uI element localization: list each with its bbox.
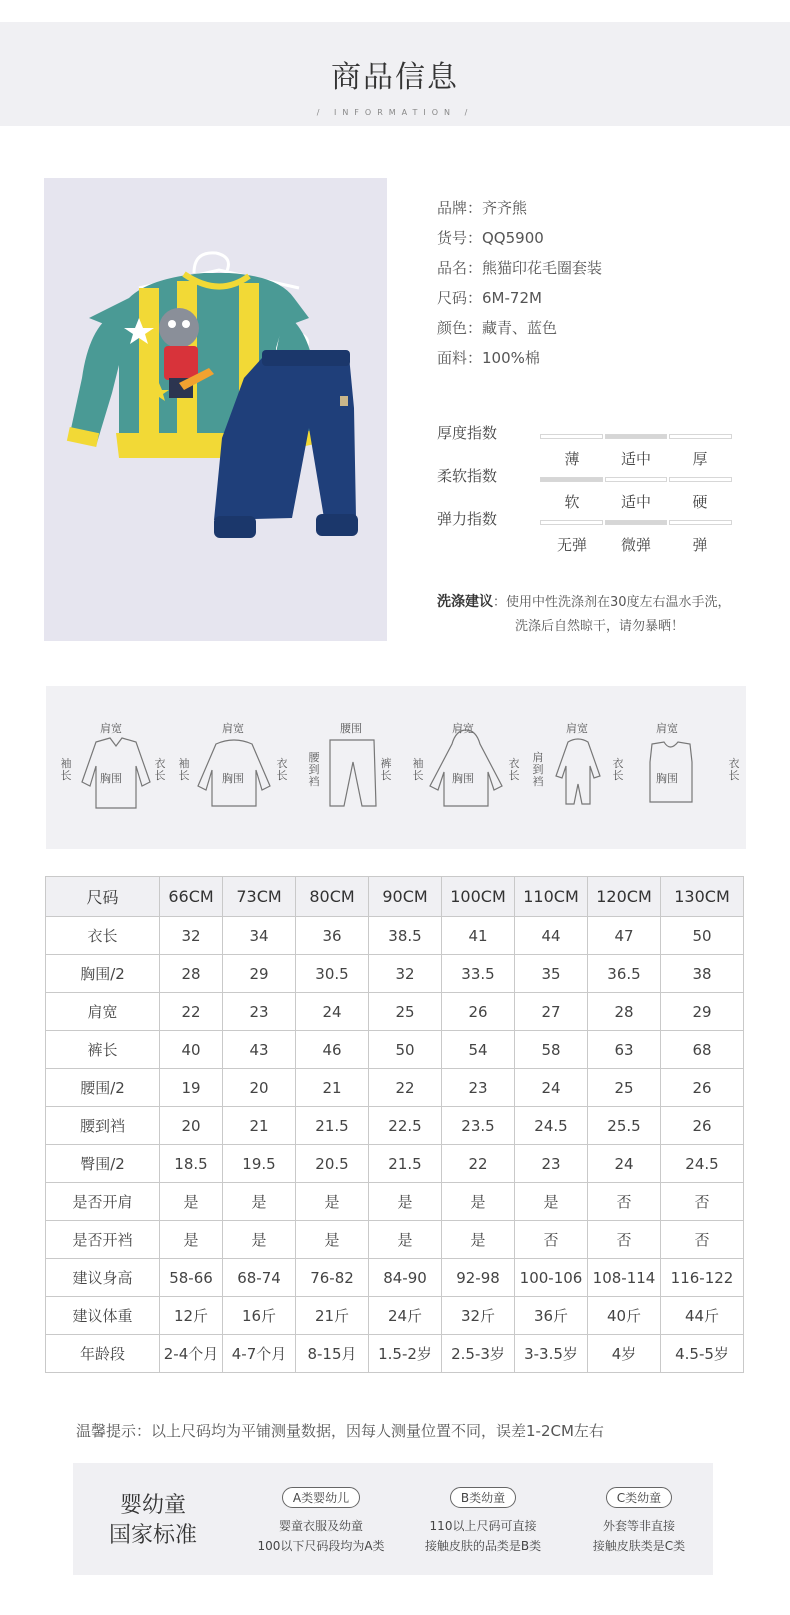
table-cell: 是: [369, 1183, 442, 1221]
table-cell: 22: [160, 993, 223, 1031]
diagram-left-label: 肩到裆: [532, 751, 544, 788]
table-cell: 4.5-5岁: [661, 1335, 744, 1373]
table-row: [46, 1259, 744, 1297]
table-cell: 28: [160, 955, 223, 993]
table-cell: 24: [588, 1145, 661, 1183]
row-label: 衣长: [46, 917, 160, 955]
diagram-pants: [298, 686, 408, 849]
class-desc-line1: 外套等非直接: [602, 1519, 675, 1533]
scale-option: 弹: [692, 536, 708, 554]
diagram-right-label: 衣长: [276, 757, 288, 782]
table-cell: 100CM: [442, 877, 515, 917]
table-cell: 58-66: [160, 1259, 223, 1297]
scale-segment-selected: [605, 520, 668, 525]
diagram-left-label: 袖长: [60, 757, 72, 782]
table-cell: 63: [588, 1031, 661, 1069]
table-cell: 24.5: [661, 1145, 744, 1183]
diagram-left-label: 腰到裆: [308, 751, 320, 788]
standard-class-b: [403, 1487, 563, 1556]
table-cell: 23: [223, 993, 296, 1031]
diagram-top-label: 肩宽: [656, 722, 678, 735]
diagram-left-label: 袖长: [412, 757, 424, 782]
table-cell: 25: [369, 993, 442, 1031]
wash-label: 洗涤建议: [437, 594, 493, 610]
row-label: 裤长: [46, 1031, 160, 1069]
standard-class-a: [241, 1487, 401, 1556]
table-row: [46, 1297, 744, 1335]
table-cell: 66CM: [160, 877, 223, 917]
romper-icon: [528, 686, 638, 849]
table-cell: 否: [661, 1221, 744, 1259]
table-cell: 54: [442, 1031, 515, 1069]
table-cell: 36斤: [515, 1297, 588, 1335]
wash-advice: [437, 590, 767, 639]
table-cell: 是: [223, 1221, 296, 1259]
table-cell: 否: [588, 1183, 661, 1221]
diagram-center-label: 胸围: [222, 772, 244, 785]
class-badge: A类婴幼儿: [282, 1487, 360, 1508]
wash-line2: 洗涤后自然晾干，请勿暴晒！: [515, 619, 685, 634]
measurement-diagrams: [46, 686, 746, 849]
diagram-shirt: [58, 686, 168, 849]
standards-title-line1: 婴幼童: [119, 1493, 186, 1518]
scale-label: 柔软指数: [437, 467, 498, 485]
table-cell: 26: [442, 993, 515, 1031]
table-cell: 116-122: [661, 1259, 744, 1297]
section-subtitle: / INFORMATION /: [316, 108, 474, 117]
row-label: 腰围/2: [46, 1069, 160, 1107]
table-cell: 4-7个月: [223, 1335, 296, 1373]
row-label: 臀围/2: [46, 1145, 160, 1183]
table-cell: 41: [442, 917, 515, 955]
standards-box: [73, 1463, 713, 1575]
table-cell: 是: [442, 1221, 515, 1259]
scale-bar: [540, 434, 732, 440]
table-cell: 76-82: [296, 1259, 369, 1297]
scale-segment-selected: [540, 477, 603, 482]
table-cell: 是: [296, 1183, 369, 1221]
table-cell: 18.5: [160, 1145, 223, 1183]
scale-segment: [669, 520, 732, 525]
diagram-left-label: 袖长: [178, 757, 190, 782]
table-cell: 90CM: [369, 877, 442, 917]
shirt-icon: [58, 686, 168, 849]
diagram-romper: [528, 686, 638, 849]
table-cell: 19.5: [223, 1145, 296, 1183]
table-cell: 84-90: [369, 1259, 442, 1297]
table-cell: 32: [160, 917, 223, 955]
diagram-right-label: 衣长: [728, 757, 740, 782]
diagram-top-label: 肩宽: [100, 722, 122, 735]
table-cell: 是: [223, 1183, 296, 1221]
table-cell: 29: [661, 993, 744, 1031]
table-row: [46, 1221, 744, 1259]
scale-label: 厚度指数: [437, 424, 498, 442]
table-cell: 24斤: [369, 1297, 442, 1335]
row-label: 年龄段: [46, 1335, 160, 1373]
scale-options: [540, 534, 732, 555]
row-label: 建议身高: [46, 1259, 160, 1297]
table-cell: 25: [588, 1069, 661, 1107]
table-cell: 40斤: [588, 1297, 661, 1335]
diagram-center-label: 胸围: [656, 772, 678, 785]
table-cell: 24: [515, 1069, 588, 1107]
softness-scale: [437, 465, 757, 511]
scale-option: 厚: [692, 450, 708, 468]
row-label: 尺码: [46, 877, 160, 917]
table-cell: 120CM: [588, 877, 661, 917]
table-cell: 2-4个月: [160, 1335, 223, 1373]
class-desc-line2: 接触皮肤类是C类: [592, 1539, 686, 1553]
table-header-row: [46, 877, 744, 917]
table-cell: 23: [515, 1145, 588, 1183]
table-cell: 46: [296, 1031, 369, 1069]
info-sku: 货号：QQ5900: [437, 229, 544, 247]
table-cell: 22: [369, 1069, 442, 1107]
section-header: [0, 22, 790, 126]
table-row: [46, 1145, 744, 1183]
table-cell: 16斤: [223, 1297, 296, 1335]
table-cell: 50: [661, 917, 744, 955]
scale-option: 硬: [692, 493, 708, 511]
diagram-hoodie: [408, 686, 526, 849]
table-cell: 58: [515, 1031, 588, 1069]
scale-bar: [540, 520, 732, 526]
table-cell: 43: [223, 1031, 296, 1069]
table-cell: 否: [588, 1221, 661, 1259]
diagram-right-label: 衣长: [612, 757, 624, 782]
table-cell: 21: [223, 1107, 296, 1145]
standards-title: [103, 1491, 203, 1551]
info-color: 颜色：藏青、蓝色: [437, 319, 558, 337]
table-cell: 38: [661, 955, 744, 993]
table-cell: 是: [160, 1221, 223, 1259]
table-cell: 47: [588, 917, 661, 955]
scale-segment: [669, 477, 732, 482]
row-label: 腰到裆: [46, 1107, 160, 1145]
section-title: 商品信息: [331, 60, 459, 95]
diagram-right-label: 衣长: [154, 757, 166, 782]
table-row: [46, 1335, 744, 1373]
table-cell: 110CM: [515, 877, 588, 917]
table-cell: 33.5: [442, 955, 515, 993]
table-cell: 108-114: [588, 1259, 661, 1297]
table-cell: 100-106: [515, 1259, 588, 1297]
table-cell: 44: [515, 917, 588, 955]
table-cell: 21.5: [369, 1145, 442, 1183]
class-desc-line2: 100以下尺码段均为A类: [257, 1539, 385, 1553]
class-badge: B类幼童: [450, 1487, 516, 1508]
table-cell: 68: [661, 1031, 744, 1069]
table-cell: 80CM: [296, 877, 369, 917]
table-cell: 23: [442, 1069, 515, 1107]
table-cell: 28: [588, 993, 661, 1031]
table-cell: 12斤: [160, 1297, 223, 1335]
table-cell: 是: [296, 1221, 369, 1259]
index-scales: [437, 422, 757, 554]
diagram-top-label: 肩宽: [566, 722, 588, 735]
thickness-scale: [437, 422, 757, 468]
table-row: [46, 1069, 744, 1107]
scale-option: 薄: [564, 450, 580, 468]
diagram-center-label: 胸围: [452, 772, 474, 785]
table-cell: 2.5-3岁: [442, 1335, 515, 1373]
diagram-right-label: 衣长: [508, 757, 520, 782]
table-row: [46, 955, 744, 993]
diagram-sweater: [176, 686, 291, 849]
table-cell: 1.5-2岁: [369, 1335, 442, 1373]
scale-option: 软: [564, 493, 580, 511]
diagram-top-label: 肩宽: [452, 722, 474, 735]
table-cell: 130CM: [661, 877, 744, 917]
table-cell: 20.5: [296, 1145, 369, 1183]
table-cell: 是: [442, 1183, 515, 1221]
row-label: 是否开肩: [46, 1183, 160, 1221]
table-cell: 8-15月: [296, 1335, 369, 1373]
table-cell: 92-98: [442, 1259, 515, 1297]
table-cell: 32斤: [442, 1297, 515, 1335]
table-cell: 20: [223, 1069, 296, 1107]
info-brand: 品牌：齐齐熊: [437, 199, 528, 217]
table-cell: 34: [223, 917, 296, 955]
scale-segment: [540, 520, 603, 525]
table-cell: 24: [296, 993, 369, 1031]
table-cell: 36.5: [588, 955, 661, 993]
product-photo: [44, 178, 387, 641]
table-cell: 38.5: [369, 917, 442, 955]
table-cell: 50: [369, 1031, 442, 1069]
table-cell: 是: [160, 1183, 223, 1221]
pants-icon: [298, 686, 408, 849]
table-cell: 21斤: [296, 1297, 369, 1335]
row-label: 是否开裆: [46, 1221, 160, 1259]
table-cell: 24.5: [515, 1107, 588, 1145]
scale-segment: [605, 477, 668, 482]
standard-class-c: [559, 1487, 719, 1556]
table-cell: 25.5: [588, 1107, 661, 1145]
diagram-center-label: 胸围: [100, 772, 122, 785]
table-cell: 26: [661, 1107, 744, 1145]
scale-segment: [540, 434, 603, 439]
diagram-top-label: 肩宽: [222, 722, 244, 735]
table-cell: 3-3.5岁: [515, 1335, 588, 1373]
table-cell: 21: [296, 1069, 369, 1107]
class-badge: C类幼童: [606, 1487, 672, 1508]
scale-option: 微弹: [620, 536, 651, 554]
row-label: 建议体重: [46, 1297, 160, 1335]
diagram-top-label: 腰围: [340, 722, 362, 735]
class-desc-line1: 婴童衣服及幼童: [278, 1519, 363, 1533]
scale-option: 适中: [620, 493, 651, 511]
table-cell: 73CM: [223, 877, 296, 917]
info-size: 尺码：6M-72M: [437, 289, 542, 307]
table-cell: 否: [515, 1221, 588, 1259]
elasticity-scale: [437, 508, 757, 554]
table-cell: 23.5: [442, 1107, 515, 1145]
scale-label: 弹力指数: [437, 510, 498, 528]
table-row: [46, 1183, 744, 1221]
table-cell: 否: [661, 1183, 744, 1221]
scale-bar: [540, 477, 732, 483]
wash-line1: ：使用中性洗涤剂在30度左右温水手洗，: [493, 595, 731, 610]
table-cell: 32: [369, 955, 442, 993]
table-cell: 4岁: [588, 1335, 661, 1373]
table-cell: 22: [442, 1145, 515, 1183]
diagram-right-label: 裤长: [380, 757, 392, 782]
table-cell: 21.5: [296, 1107, 369, 1145]
table-cell: 40: [160, 1031, 223, 1069]
product-illustration: [44, 178, 387, 641]
vest-icon: [638, 686, 746, 849]
info-name: 品名：熊猫印花毛圈套装: [437, 259, 603, 277]
scale-option: 适中: [620, 450, 651, 468]
hoodie-icon: [408, 686, 526, 849]
scale-option: 无弹: [556, 536, 587, 554]
scale-segment-selected: [605, 434, 668, 439]
table-row: [46, 917, 744, 955]
diagram-vest: [638, 686, 746, 849]
table-cell: 20: [160, 1107, 223, 1145]
size-tip: 温馨提示：以上尺码均为平铺测量数据，因每人测量位置不同，误差1-2CM左右: [76, 1422, 604, 1440]
table-cell: 22.5: [369, 1107, 442, 1145]
table-row: [46, 1031, 744, 1069]
size-table: [45, 876, 744, 1373]
table-cell: 35: [515, 955, 588, 993]
class-desc-line1: 110以上尺码可直接: [429, 1519, 537, 1533]
table-cell: 29: [223, 955, 296, 993]
table-cell: 44斤: [661, 1297, 744, 1335]
table-cell: 是: [515, 1183, 588, 1221]
table-cell: 26: [661, 1069, 744, 1107]
table-cell: 30.5: [296, 955, 369, 993]
row-label: 肩宽: [46, 993, 160, 1031]
standards-title-line2: 国家标准: [108, 1523, 197, 1548]
table-cell: 68-74: [223, 1259, 296, 1297]
info-fabric: 面料：100%棉: [437, 349, 540, 367]
row-label: 胸围/2: [46, 955, 160, 993]
table-cell: 27: [515, 993, 588, 1031]
sweater-icon: [176, 686, 291, 849]
table-cell: 是: [369, 1221, 442, 1259]
table-cell: 19: [160, 1069, 223, 1107]
table-cell: 36: [296, 917, 369, 955]
scale-segment: [669, 434, 732, 439]
table-row: [46, 993, 744, 1031]
product-info-list: [437, 193, 767, 373]
table-row: [46, 1107, 744, 1145]
class-desc-line2: 接触皮肤的品类是B类: [424, 1539, 542, 1553]
